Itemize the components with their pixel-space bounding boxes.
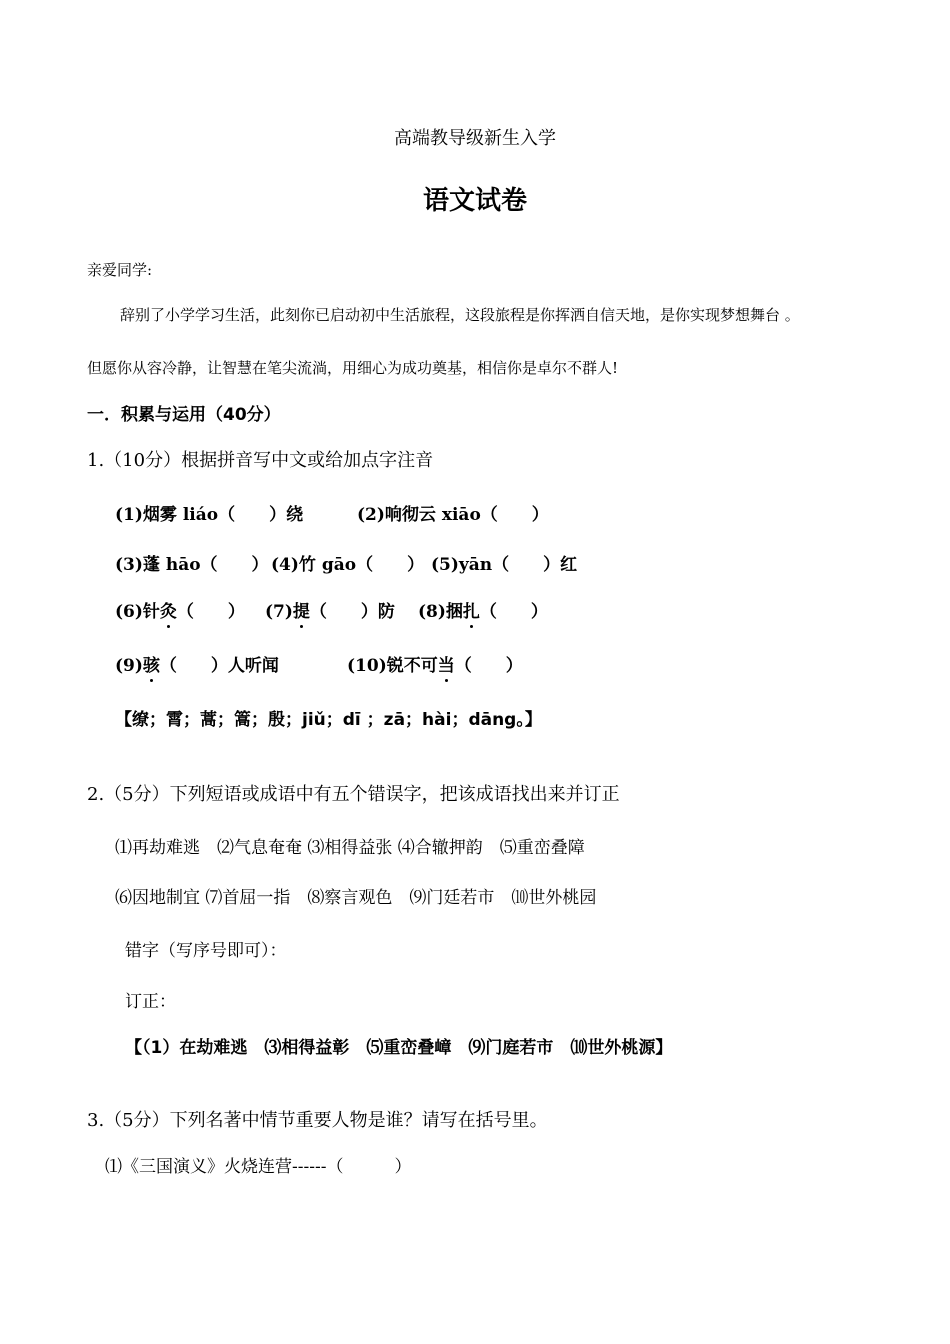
- q1-item-4: (4)竹 gāo（ ）: [271, 555, 425, 575]
- q2-fix-label: 订正：: [125, 992, 176, 1012]
- q1-item-8: (8)捆扎（ ）: [418, 602, 548, 622]
- q2-answer: 【（1）在劫难逃 ⑶相得益彰 ⑸重峦叠嶂 ⑼门庭若市 ⑽世外桃源】: [125, 1038, 673, 1058]
- q2-error-label: 错字（写序号即可）：: [125, 941, 287, 961]
- q1-item-10: (10)锐不可当（ ）: [347, 656, 523, 676]
- q1-item-2: (2)响彻云 xiāo（ ）: [357, 505, 549, 525]
- section-1-heading: 一．积累与运用（40分）: [87, 405, 281, 425]
- greeting-salutation: 亲爱同学:: [87, 261, 153, 279]
- exam-title: 语文试卷: [422, 186, 527, 216]
- q3-item-1: ⑴《三国演义》火烧连营------（ ）: [105, 1157, 412, 1177]
- question-1-prompt: 1.（10分）根据拼音写中文或给加点字注音: [87, 450, 434, 471]
- q1-item-3: (3)蓬 hāo（ ）: [115, 555, 269, 575]
- dotted-char: 灸: [159, 602, 177, 622]
- dotted-char: 提: [292, 602, 310, 622]
- greeting-line-1: 辞别了小学学习生活，此刻你已启动初中生活旅程，这段旅程是你挥洒自信天地，是你实现梦想舞台 。: [120, 306, 800, 324]
- q1-item-7: (7)提（ ）防: [265, 602, 395, 622]
- q1-item-6: (6)针灸（ ）: [115, 602, 245, 622]
- question-2-prompt: 2.（5分）下列短语或成语中有五个错误字，把该成语找出来并订正: [87, 784, 620, 805]
- question-3-prompt: 3.（5分）下列名著中情节重要人物是谁？请写在括号里。: [87, 1110, 548, 1131]
- q1-item-1: (1)烟雾 liáo（ ）绕: [115, 505, 304, 525]
- q1-answer: 【缭；霄；蒿；篙；殷；jiǔ；dī ；zā；hài；dāng。】: [115, 710, 542, 730]
- q2-options-row-2: ⑹因地制宜 ⑺首屈一指 ⑻察言观色 ⑼门廷若市 ⑽世外桃园: [115, 888, 597, 908]
- greeting-line-2: 但愿你从容冷静，让智慧在笔尖流淌，用细心为成功奠基，相信你是卓尔不群人!: [87, 359, 619, 377]
- dotted-char: 当: [437, 656, 455, 676]
- q2-options-row-1: ⑴再劫难逃 ⑵气息奄奄 ⑶相得益张 ⑷合辙押韵 ⑸重峦叠障: [115, 838, 585, 858]
- q1-item-5: (5)yān（ ）红: [431, 555, 578, 575]
- dotted-char: 扎: [462, 602, 480, 622]
- q1-item-9: (9)骇（ ）人听闻: [115, 656, 279, 676]
- exam-subtitle: 高端教导级新生入学: [394, 128, 556, 149]
- dotted-char: 骇: [142, 656, 160, 676]
